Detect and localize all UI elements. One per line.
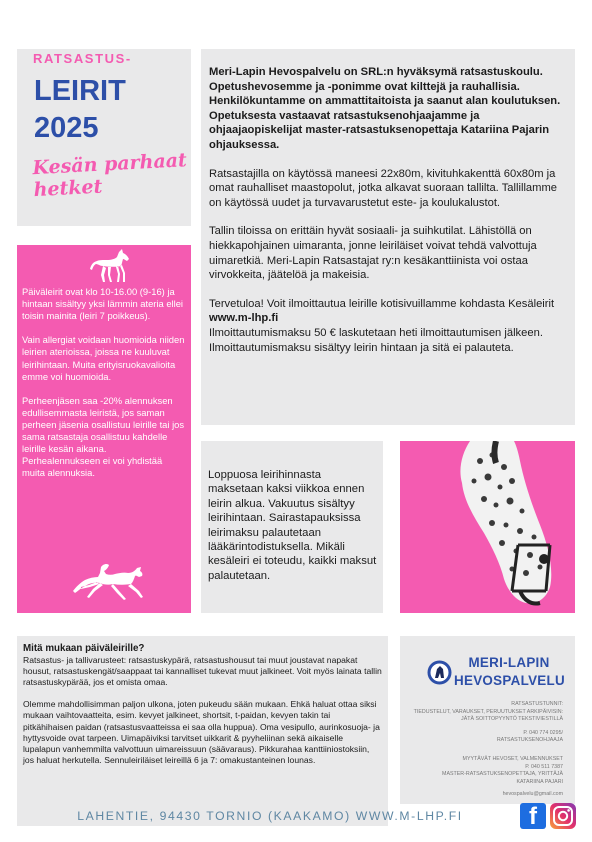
intro-section [201,49,575,425]
signup-text: Tervetuloa! Voit ilmoittautua leirille kotisivuillamme kohdasta Kesäleirit [209,297,555,310]
intro-paragraph-2: Ratsastajilla on käytössä maneesi 22x80m, kivituhkakenttä 60x80m ja omat rauhalliset maastopolut, jotka alkavat suoraan tallilta. Tallillamme on käytössä uudet ja turvavarustetut este- ja koulukalustot. [209,167,558,209]
title-main: LEIRIT [34,75,126,107]
facebook-icon[interactable]: f [520,803,546,829]
title-subtitle: RATSASTUS- [33,51,132,66]
payment-info [201,441,383,613]
intro-paragraph-1: Meri-Lapin Hevospalvelu on SRL:n hyväksymä ratsastuskoulu. Opetushevosemme ja -ponimme ovat kilttejä ja rauhallisia. Henkilökuntamme on ammattitaitoista ja saanut alan koulutuksen. Opetuksesta vastaavat ratsastuksenohjaajamme ja ohjaajaopiskelijat master-ratsastuksenopettaja Katariina Pajarin ohjauksessa. [209,66,561,151]
contact-phone: P. 040 774 0295/ [523,730,563,736]
intro-paragraph-3: Tallin tiloissa on erittäin hyvät sosiaali- ja suihkutilat. Lähistöllä on hiekkapohjainen uimaranta, jonne leiriläiset voivat tehdä valvottuja uimaretkiä. Meri-Lapin Ratsastajat ry:n kesäkanttiinista voi ostaa virvokkeita, jäätelöä ja makeisia. [209,225,537,282]
contact-line: JÄTÄ SOITTOPYYNTÖ TEKSTIVIESTILLÄ [461,716,563,722]
website-link[interactable]: www.m-lhp.fi [209,312,279,325]
intro-paragraph-4 [209,297,569,355]
sidebar-paragraph-1: Päiväleirit ovat klo 10-16.00 (9-16) ja hintaan sisältyy yksi lämmin ateria ellei toisin mainita (leiri 7 poikkeus). [22,286,184,322]
contact-line: RATSASTUKSENOHJAAJA [496,737,563,743]
contact-line: TIEDUSTELUT, VARAUKSET, PERUUTUKSET ARKIPÄIVISIN: [413,709,563,715]
contact-line: MYYTÄVÄT HEVOSET, VALMENNUKSET [462,756,563,762]
title-tagline: Kesän parhaat hetket [31,149,188,202]
title-year: 2025 [34,112,99,144]
contact-phone: P. 040 511 7387 [525,764,563,770]
instagram-icon[interactable] [550,803,576,829]
company-name-line1: MERI-LAPIN [468,655,550,670]
title-block [17,49,191,226]
footer-address: LAHENTIE, 94430 TORNIO (KAAKAMO) WWW.M-LHP.FI [77,809,463,823]
packing-paragraph-1: Ratsastus- ja tallivarusteet: ratsastuskypärä, ratsastushousut tai muut joustavat napakat housut, ratsastuskengät/saappaat tai kannalliset tukevat muut jalkineet. Voit myös lainata tallin ratsastuskypärää, jos et omista omaa. [23,654,382,687]
company-name [454,654,564,690]
company-name-line2: HEVOSPALVELU [454,673,565,688]
contact-line: MASTER-RATSASTUKSENOPETTAJA, YRITTÄJÄ [442,771,563,777]
sidebar-paragraph-2: Vain allergiat voidaan huomioida niiden leirien aterioissa, joissa ne kuuluvat leirihintaan. Muita erityisruokavalioita emme voi huomioida. [22,334,185,382]
packing-paragraph-2: Olemme mahdollisimman paljon ulkona, joten pukeudu sään mukaan. Ehkä haluat ottaa siksi mukaan vaihtovaatteita, esim. kevyet jalkineet, shortsit, t-paidan, kevyen takin tai pitkähihaisen paidan (ratsastusvaatteissa ei saa olla huppua). Oma vesipullo, aurinkosuoja- ja hyttysvoide ovat tarpeen. Uimapäiviksi tarvitset uikkarit & pyyheliinan sekä aikaiselle lupalapun vanhemmilta valvottuun uimareissuun (säävaraus). Pikkurahaa kanttiiniostoksiin, jos haluat herkutella. Sennuleiriläiset leireillä 6 ja 7: omakustanteinen lounas. [23,699,380,766]
horse-icon [89,249,133,283]
signup-fee-note: Ilmoittautumismaksu sisältyy leirin hintaan ja sitä ei palauteta. [209,341,514,354]
contact-line: RATSASTUSTUNNIT: [511,701,563,707]
signup-fee-text: Ilmoittautumismaksu 50 € laskutetaan heti ilmoittautumisen jälkeen. [209,326,543,339]
payment-text: Loppuosa leirihinnasta maksetaan kaksi viikkoa ennen leirin alkua. Vakuutus sisältyy leirihintaan. Sairastapauksissa leirimaksu palautetaan lääkärintodistuksella. Mikäli kesäleiri ei toteudu, kaikki maksut palautetaan. [208,469,377,582]
company-logo-icon [427,660,452,685]
contact-email[interactable]: hevospalvelu@gmail.com [502,791,563,797]
packing-list [17,636,388,826]
info-sidebar [17,245,191,613]
appaloosa-horse-image [400,441,575,613]
horse-photo [400,441,575,613]
packing-heading: Mitä mukaan päiväleirille? [23,643,145,654]
jumping-horse-icon [71,563,149,607]
contact-line: KATARIINA PAJARI [516,779,563,785]
company-info [400,636,575,804]
sidebar-paragraph-3: Perheenjäsen saa -20% alennuksen edullisemmasta leiristä, jos saman perheen jäsenia osallistuu leirille tai jos sama ratsastaja osallistuu kahdelle leirille kesän aikana. Perhealennukseen ei voi yhdistää muita alennuksia. [22,394,185,479]
